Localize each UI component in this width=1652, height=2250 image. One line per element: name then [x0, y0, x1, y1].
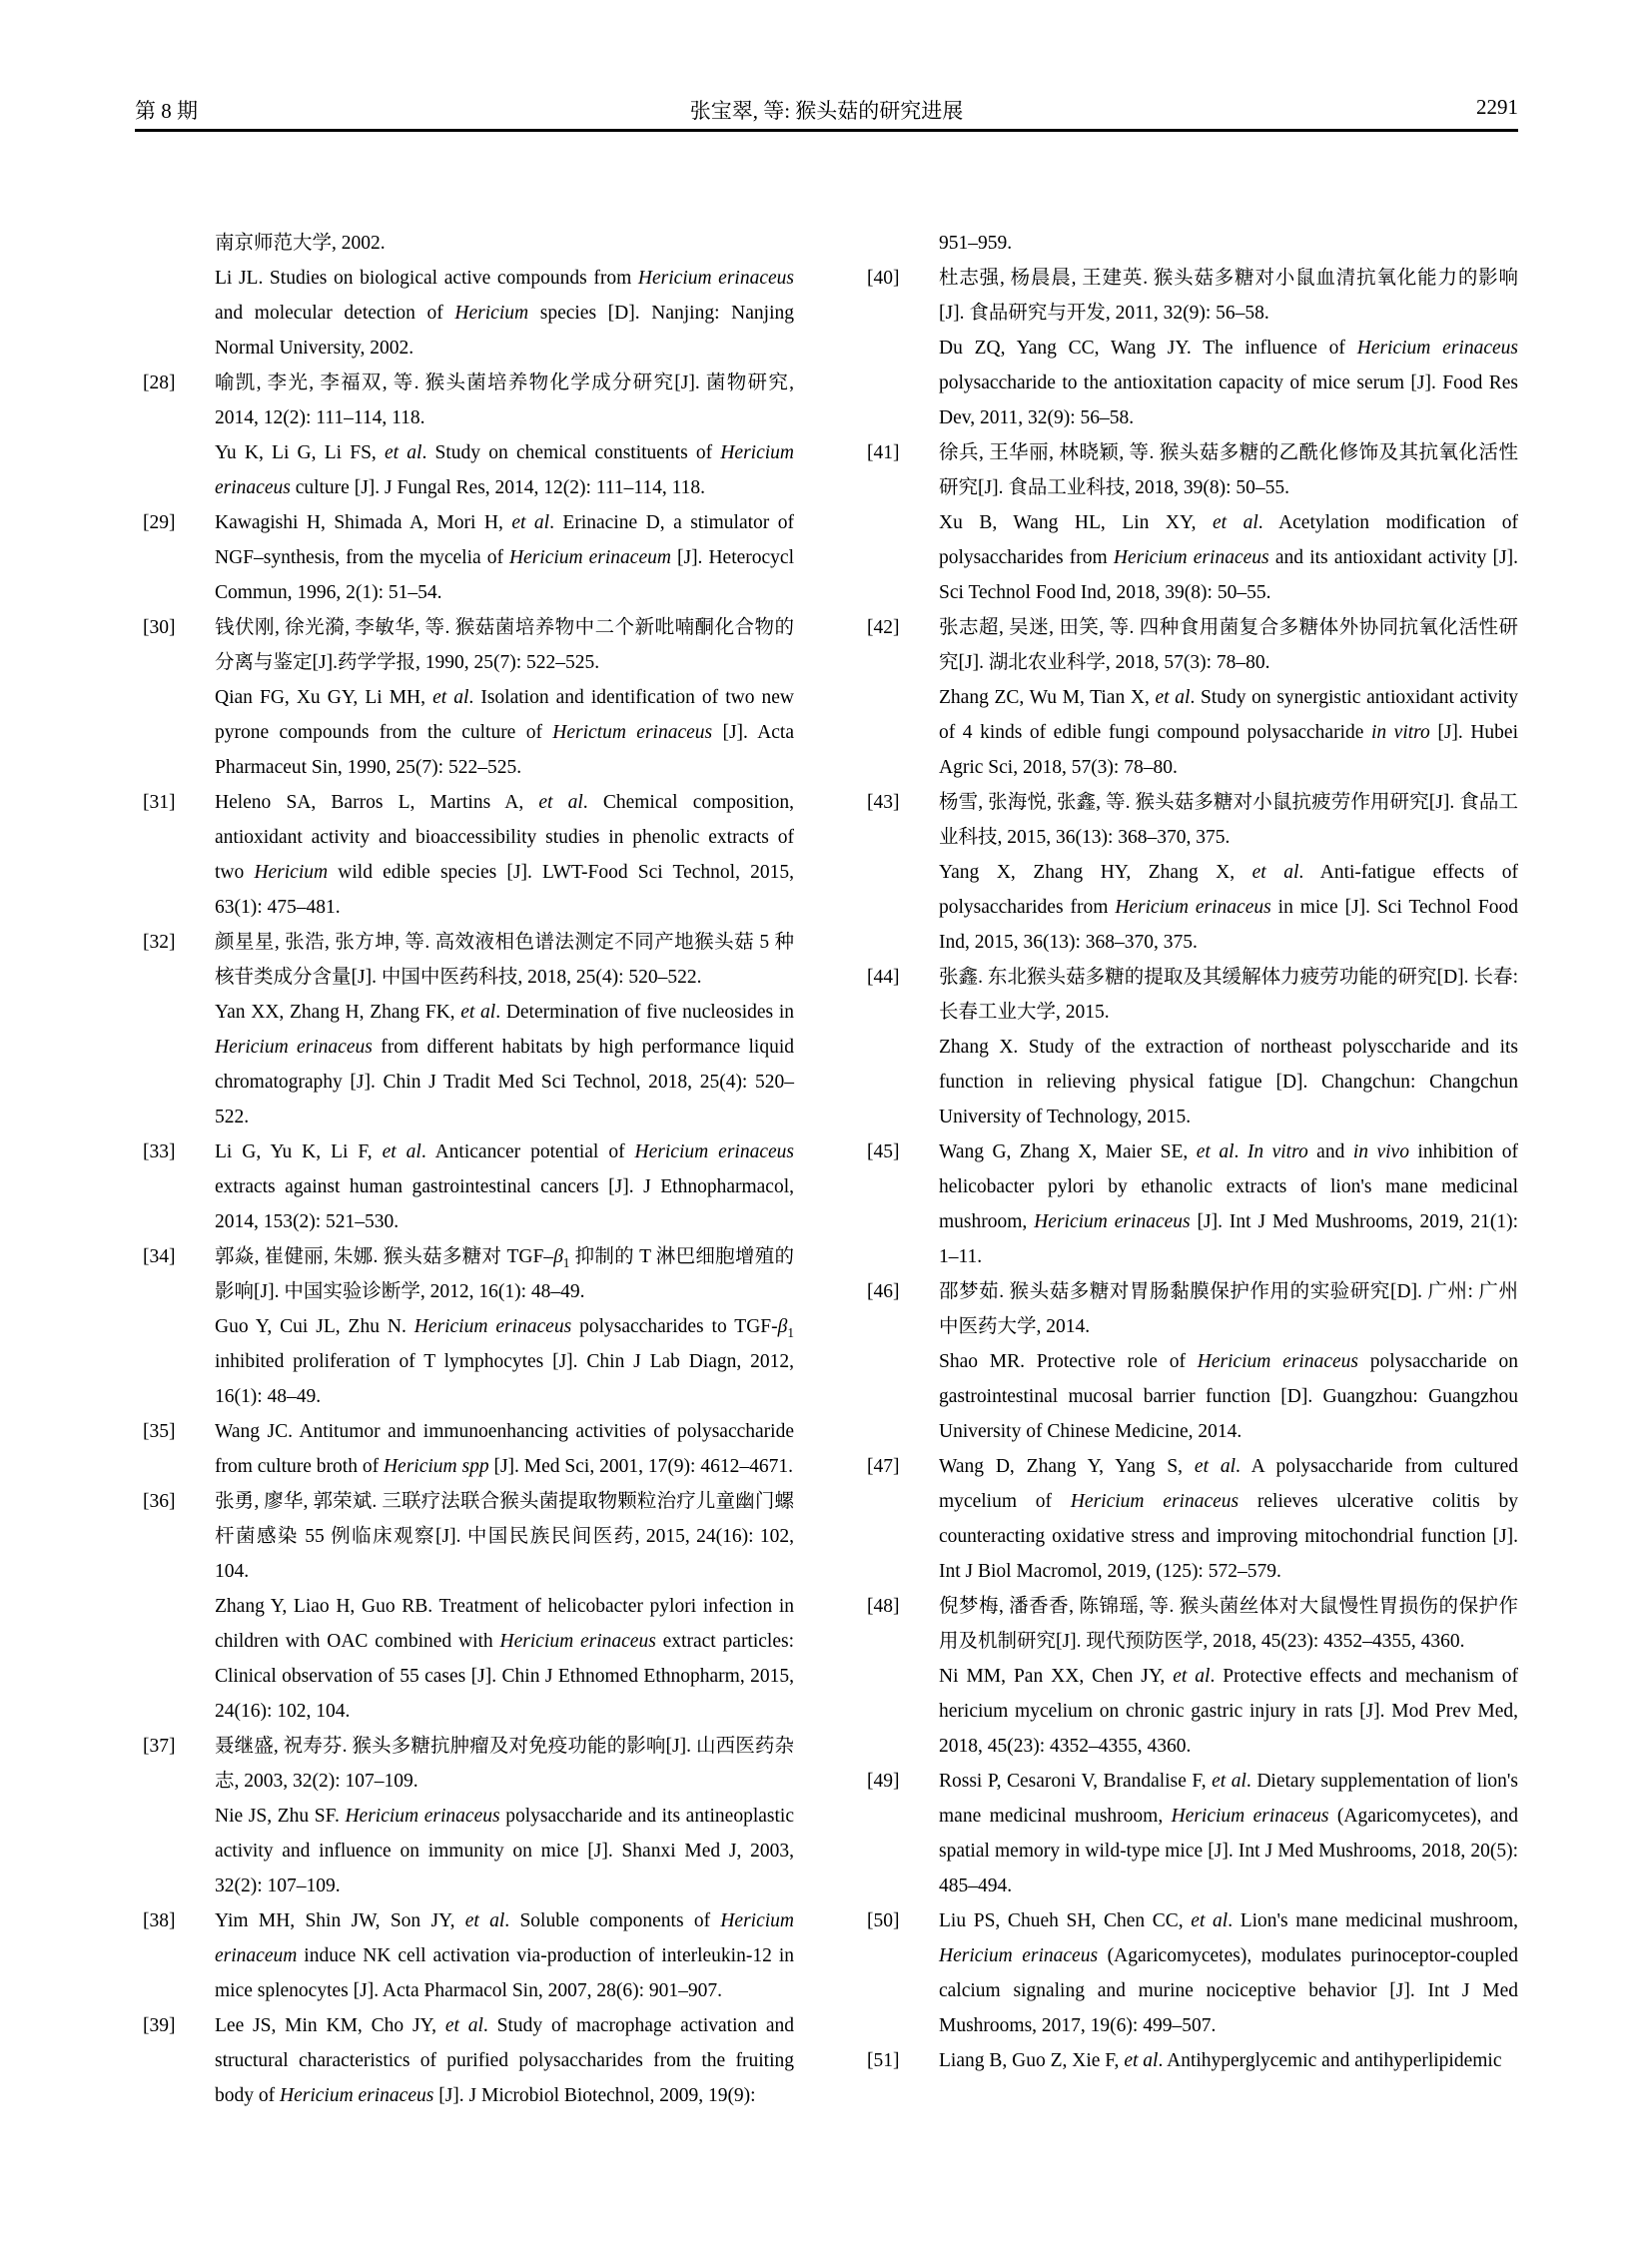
reference-paragraph: 喻凯, 李光, 李福双, 等. 猴头菌培养物化学成分研究[J]. 菌物研究, 2014, 12(2): 111–114, 118. [215, 373, 794, 428]
running-title: 张宝翠, 等: 猴头菇的研究进展 [689, 99, 964, 123]
reference-label: [41] [867, 442, 900, 463]
reference-entry [859, 435, 1518, 610]
reference-paragraph: 张鑫. 东北猴头菇多糖的提取及其缓解体力疲劳功能的研究[D]. 长春: 长春工业大学, 2015. [939, 967, 1518, 1023]
reference-label: [50] [867, 1910, 900, 1931]
reference-paragraph: Rossi P, Cesaroni V, Brandalise F, et al. Dietary supplementation of lion's mane medicinal mushroom, Hericium erinaceus (Agaricomycetes), and spatial memory in wild-type mice [J]. Int J Med Mushrooms, 2018, 20(5): 485–494. [939, 1771, 1519, 1896]
reference-paragraph: Shao MR. Protective role of Hericium erinaceus polysaccharide on gastrointestinal mucosal barrier function [D]. Guangzhou: Guangzhou University of Chinese Medicine, 2014. [939, 1351, 1518, 1442]
reference-paragraph: 郭焱, 崔健丽, 朱娜. 猴头菇多糖对 TGF–$\beta_1$ 抑制的 T 淋巴细胞增殖的影响[J]. 中国实验诊断学, 2012, 16(1): 48–49. [215, 1246, 795, 1302]
reference-entry [135, 1729, 794, 1903]
reference-label: [33] [143, 1141, 176, 1162]
reference-paragraph: Xu B, Wang HL, Lin XY, et al. Acetylation modification of polysaccharides from Hericium erinaceus and its antioxidant activity [J]. Sci Technol Food Ind, 2018, 39(8): 50–55. [939, 512, 1519, 603]
reference-paragraph: 张勇, 廖华, 郭荣斌. 三联疗法联合猴头菌提取物颗粒治疗儿童幽门螺杆菌感染 55 例临床观察[J]. 中国民族民间医药, 2015, 24(16): 102, 104. [215, 1491, 794, 1582]
reference-paragraph: 倪梦梅, 潘香香, 陈锦瑶, 等. 猴头菌丝体对大鼠慢性胃损伤的保护作用及机制研究[J]. 现代预防医学, 2018, 45(23): 4352–4355, 4360. [939, 1596, 1518, 1652]
reference-entry [859, 1274, 1518, 1449]
references-column-left [135, 226, 794, 2113]
reference-label: [39] [143, 2015, 176, 2036]
reference-label: [47] [867, 1456, 900, 1477]
reference-paragraph: Qian FG, Xu GY, Li MH, et al. Isolation and identification of two new pyrone compounds from the culture of Herictum erinaceus [J]. Acta Pharmaceut Sin, 1990, 25(7): 522–525. [215, 687, 794, 778]
reference-paragraph: Du ZQ, Yang CC, Wang JY. The influence of Hericium erinaceus polysaccharide to the antioxitation capacity of mice serum [J]. Food Res Dev, 2011, 32(9): 56–58. [939, 338, 1518, 428]
reference-label: [51] [867, 2050, 900, 2071]
reference-paragraph: Zhang ZC, Wu M, Tian X, et al. Study on synergistic antioxidant activity of 4 kinds of edible fungi compound polysaccharide in vitro [J]. Hubei Agric Sci, 2018, 57(3): 78–80. [939, 687, 1519, 778]
references-section [135, 226, 1518, 2113]
reference-paragraph: Li JL. Studies on biological active compounds from Hericium erinaceus and molecular detection of Hericium species [D]. Nanjing: Nanjing Normal University, 2002. [215, 268, 794, 359]
reference-label: [28] [143, 373, 176, 393]
reference-entry [859, 960, 1518, 1134]
reference-entry [135, 1484, 794, 1729]
reference-paragraph: Yan XX, Zhang H, Zhang FK, et al. Determination of five nucleosides in Hericium erinaceus from different habitats by high performance liquid chromatography [J]. Chin J Tradit Med Sci Technol, 2018, 25(4): 520–522. [215, 1002, 794, 1127]
reference-paragraph: 聂继盛, 祝寿芬. 猴头多糖抗肿瘤及对免疫功能的影响[J]. 山西医药杂志, 2003, 32(2): 107–109. [215, 1736, 794, 1792]
reference-entry [135, 1903, 794, 2008]
reference-paragraph: 徐兵, 王华丽, 林晓颖, 等. 猴头菇多糖的乙酰化修饰及其抗氧化活性研究[J]. 食品工业科技, 2018, 39(8): 50–55. [939, 442, 1518, 498]
reference-paragraph: Nie JS, Zhu SF. Hericium erinaceus polysaccharide and its antineoplastic activity and influence on immunity on mice [J]. Shanxi Med J, 2003, 32(2): 107–109. [215, 1806, 794, 1896]
reference-entry [859, 1903, 1518, 2043]
reference-label: [36] [143, 1491, 176, 1512]
reference-entry [859, 610, 1518, 785]
reference-entry [135, 925, 794, 1134]
reference-label: [29] [143, 512, 176, 533]
page-number: 2291 [1476, 95, 1518, 119]
reference-paragraph: Wang G, Zhang X, Maier SE, et al. In vitro and in vivo inhibition of helicobacter pylori by ethanolic extracts of lion's mane medicinal mushroom, Hericium erinaceus [J]. Int J Med Mushrooms, 2019, 21(1): 1–11. [939, 1141, 1519, 1267]
reference-paragraph: Liu PS, Chueh SH, Chen CC, et al. Lion's mane medicinal mushroom, Hericium erinaceus (Agaricomycetes), modulates purinoceptor-coupled calcium signaling and murine nociceptive behavior [J]. Int J Med Mushrooms, 2017, 19(6): 499–507. [939, 1910, 1519, 2036]
reference-label: [45] [867, 1141, 900, 1162]
reference-entry [135, 1414, 794, 1484]
reference-entry [135, 785, 794, 925]
reference-entry [135, 2008, 794, 2113]
reference-paragraph: Liang B, Guo Z, Xie F, et al. Antihyperglycemic and antihyperlipidemic [939, 2050, 1502, 2071]
reference-label: [30] [143, 617, 176, 638]
page-header [135, 95, 1518, 127]
reference-entry [135, 505, 794, 610]
reference-label: [46] [867, 1281, 900, 1302]
reference-paragraph: Lee JS, Min KM, Cho JY, et al. Study of macrophage activation and structural characteristics of purified polysaccharides from the fruiting body of Hericium erinaceus [J]. J Microbiol Biotechnol, 2009, 19(9): [215, 2015, 794, 2106]
reference-label: [32] [143, 932, 176, 953]
reference-label: [40] [867, 268, 900, 289]
reference-entry [859, 1589, 1518, 1764]
reference-entry [135, 366, 794, 505]
reference-paragraph: Li G, Yu K, Li F, et al. Anticancer potential of Hericium erinaceus extracts against human gastrointestinal cancers [J]. J Ethnopharmacol, 2014, 153(2): 521–530. [215, 1141, 794, 1232]
reference-label: [34] [143, 1246, 176, 1267]
reference-entry [135, 1239, 794, 1414]
reference-paragraph: 颜星星, 张浩, 张方坤, 等. 高效液相色谱法测定不同产地猴头菇 5 种核苷类成分含量[J]. 中国中医药科技, 2018, 25(4): 520–522. [215, 932, 794, 988]
reference-label: [38] [143, 1910, 176, 1931]
issue-label: 第 8 期 [135, 99, 198, 123]
reference-entry [859, 1449, 1518, 1589]
reference-paragraph: 张志超, 吴迷, 田笑, 等. 四种食用菌复合多糖体外协同抗氧化活性研究[J]. 湖北农业科学, 2018, 57(3): 78–80. [939, 617, 1518, 673]
reference-entry [859, 226, 1518, 261]
reference-paragraph: 杨雪, 张海悦, 张鑫, 等. 猴头菇多糖对小鼠抗疲劳作用研究[J]. 食品工业科技, 2015, 36(13): 368–370, 375. [939, 792, 1518, 848]
reference-paragraph: Heleno SA, Barros L, Martins A, et al. Chemical composition, antioxidant activity and bioaccessibility studies in phenolic extracts of two Hericium wild edible species [J]. LWT-Food Sci Technol, 2015, 63(1): 475–481. [215, 792, 795, 918]
reference-paragraph: Yang X, Zhang HY, Zhang X, et al. Anti-fatigue effects of polysaccharides from Hericium erinaceus in mice [J]. Sci Technol Food Ind, 2015, 36(13): 368–370, 375. [939, 862, 1519, 953]
reference-label: [43] [867, 792, 900, 813]
reference-paragraph: Yu K, Li G, Li FS, et al. Study on chemical constituents of Hericium erinaceus culture [J]. J Fungal Res, 2014, 12(2): 111–114, 118. [215, 442, 794, 498]
reference-entry [859, 2043, 1518, 2078]
reference-paragraph: 邵梦茹. 猴头菇多糖对胃肠黏膜保护作用的实验研究[D]. 广州: 广州中医药大学, 2014. [939, 1281, 1518, 1337]
reference-paragraph: Ni MM, Pan XX, Chen JY, et al. Protective effects and mechanism of hericium mycelium on chronic gastric injury in rats [J]. Mod Prev Med, 2018, 45(23): 4352–4355, 4360. [939, 1666, 1518, 1757]
reference-label: [48] [867, 1596, 900, 1617]
reference-label: [31] [143, 792, 176, 813]
reference-label: [49] [867, 1771, 900, 1792]
reference-paragraph: 钱伏刚, 徐光漪, 李敏华, 等. 猴菇菌培养物中二个新吡喃酮化合物的分离与鉴定[J].药学学报, 1990, 25(7): 522–525. [215, 617, 794, 673]
header-rule [135, 129, 1518, 132]
reference-label: [37] [143, 1736, 176, 1757]
reference-entry [135, 610, 794, 785]
reference-paragraph: Kawagishi H, Shimada A, Mori H, et al. Erinacine D, a stimulator of NGF–synthesis, from the mycelia of Hericium erinaceum [J]. Heterocycl Commun, 1996, 2(1): 51–54. [215, 512, 795, 603]
reference-entry [859, 1134, 1518, 1274]
reference-entry [859, 1764, 1518, 1903]
reference-paragraph: 951–959. [939, 233, 1013, 254]
reference-entry [859, 261, 1518, 435]
reference-paragraph: Zhang Y, Liao H, Guo RB. Treatment of helicobacter pylori infection in children with OAC combined with Hericium erinaceus extract particles: Clinical observation of 55 cases [J]. Chin J Ethnomed Ethnopharm, 2015, 24(16): 102, 104. [215, 1596, 795, 1722]
reference-entry [135, 226, 794, 366]
reference-paragraph: Guo Y, Cui JL, Zhu N. Hericium erinaceus polysaccharides to TGF-$\beta_1$ inhibited proliferation of T lymphocytes [J]. Chin J Lab Diagn, 2012, 16(1): 48–49. [215, 1316, 794, 1407]
reference-paragraph: 南京师范大学, 2002. [215, 233, 386, 254]
reference-label: [35] [143, 1421, 176, 1442]
reference-label: [44] [867, 967, 900, 988]
reference-paragraph: Wang D, Zhang Y, Yang S, et al. A polysaccharide from cultured mycelium of Hericium erinaceus relieves ulcerative colitis by counteracting oxidative stress and improving mitochondrial function [J]. Int J Biol Macromol, 2019, (125): 572–579. [939, 1456, 1518, 1582]
reference-paragraph: Yim MH, Shin JW, Son JY, et al. Soluble components of Hericium erinaceum induce NK cell activation via-production of interleukin-12 in mice splenocytes [J]. Acta Pharmacol Sin, 2007, 28(6): 901–907. [215, 1910, 794, 2001]
reference-paragraph: 杜志强, 杨晨晨, 王建英. 猴头菇多糖对小鼠血清抗氧化能力的影响[J]. 食品研究与开发, 2011, 32(9): 56–58. [939, 268, 1518, 324]
reference-entry [135, 1134, 794, 1239]
references-column-right [859, 226, 1518, 2113]
reference-entry [859, 785, 1518, 960]
reference-paragraph: Wang JC. Antitumor and immunoenhancing activities of polysaccharide from culture broth of Hericium spp [J]. Med Sci, 2001, 17(9): 4612–4671. [215, 1421, 794, 1477]
reference-label: [42] [867, 617, 900, 638]
reference-paragraph: Zhang X. Study of the extraction of northeast polysccharide and its function in relieving physical fatigue [D]. Changchun: Changchun University of Technology, 2015. [939, 1037, 1518, 1127]
